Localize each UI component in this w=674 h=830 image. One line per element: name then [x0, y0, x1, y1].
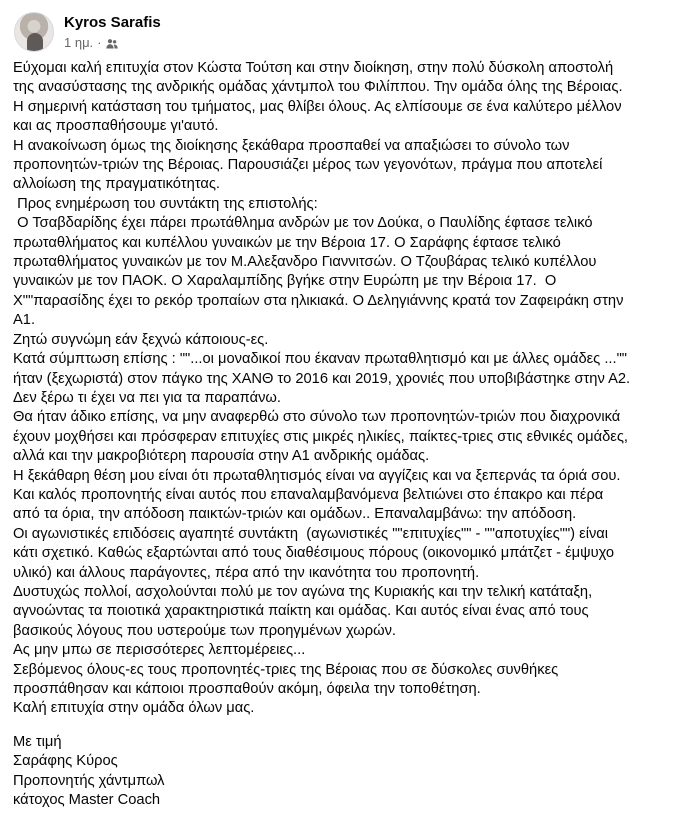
post-line: Ας μην μπω σε περισσότερες λεπτομέρειες...	[13, 642, 306, 659]
post-header	[14, 10, 161, 54]
post-line: Κατά σύμπτωση επίσης : ""...οι μοναδικοί που έκαναν πρωταθλητισμό και με άλλες ομάδες ...""	[13, 351, 627, 368]
post-line: Θα ήταν άδικο επίσης, να μην αναφερθώ στο σύνολο των προπονητών-τριών που διαχρονικά	[13, 409, 621, 426]
post-line: Η σημερινή κατάσταση του τμήματος, μας θλίβει όλους. Ας ελπίσουμε σε ένα καλύτερο μέλλον	[13, 98, 622, 115]
post-line: αγνοώντας τα ποιοτικά χαρακτηριστικά παίκτη και ομάδας. Και αυτός είναι ένας από τους	[13, 603, 589, 620]
post-line: της ανασύστασης της ανδρικής ομάδας χάντμπολ του Φιλίππου. Την ομάδα όλης της Βέροιας.	[13, 79, 623, 96]
post-line: Εύχομαι καλή επιτυχία στον Κώστα Τούτση και στην διοίκηση, στην πολύ δύσκολη αποστολή	[13, 60, 614, 76]
signature-line: κάτοχος Master Coach	[13, 792, 161, 809]
post-time[interactable]: 1 ημ.	[64, 35, 94, 50]
post-line: προπονητών-τριών της Βέροιας. Παρουσιάζει μέρος των γεγονότων, πράγμα που αποτελεί	[13, 157, 603, 174]
post-line: Η ανακοίνωση όμως της διοίκησης ξεκάθαρα προσπαθεί να απαξιώσει το σύνολο των	[13, 137, 570, 154]
post-line: υλικό) και άλλους παράγοντες, πέρα από την ικανότητα του προπονητή.	[13, 564, 480, 581]
separator-dot: ·	[97, 35, 102, 50]
signature-line: Προπονητής χάντμπωλ	[13, 772, 165, 789]
friends-icon[interactable]	[106, 37, 118, 49]
post-line: Καλή επιτυχία στην ομάδα όλων μας.	[13, 700, 255, 717]
post-line: ήταν (ξεχωριστά) στον πάγκο της ΧΑΝΘ το 2016 και 2019, χρονιές που υποβιβάστηκε στην Α2.	[13, 370, 631, 387]
post-line: γυναικών με τον ΠΑΟΚ. Ο Χαραλαμπίδης βγήκε στην Ευρώπη με την Βέροια 17. Ο	[13, 273, 557, 290]
post-line: πρωταθλήματος γυναικών με τον Μ.Αλεξανδρο Γιαννιτσών. Ο Τζουβάρας τελικό κυπέλλου	[13, 254, 597, 271]
post-line: Α1.	[13, 312, 36, 329]
post-subline	[64, 34, 161, 51]
post-paragraphs	[13, 59, 663, 719]
signature-line: Με τιμή	[13, 733, 62, 750]
post-line: κάτι σχετικό. Καθώς εξαρτώνται από τους διαθέσιμους πόρους (οικονομικό μπάτζετ - έμψυχο	[13, 545, 615, 562]
post-line: προσπάθησαν και κάποιοι προσπαθούν ακόμη, όφειλα την τοποθέτηση.	[13, 681, 481, 697]
post-line: από τα όρια, την απόδοση παικτών-τριών και ομάδων.. Επαναλαμβάνω: την απόδοση.	[13, 506, 577, 523]
author-name[interactable]: Kyros Sarafis	[64, 14, 161, 31]
post-line: Χ""παρασίδης έχει το ρεκόρ τροπαίων στα ηλικιακά. Ο Δεληγιάννης κρατά τον Ζαφειράκη στην	[13, 292, 624, 309]
post-line: Ο Τσαβδαρίδης έχει πάρει πρωτάθλημα ανδρών με τον Δούκα, ο Παυλίδης έφτασε τελικό	[13, 215, 593, 232]
spacer	[13, 719, 663, 733]
post-signature	[13, 733, 663, 811]
post-line: Οι αγωνιστικές επιδόσεις αγαπητέ συντάκτη (αγωνιστικές ""επιτυχίες"" - ""αποτυχίες"") είναι	[13, 525, 609, 542]
post-line: Δεν ξέρω τι έχει να πει για τα παραπάνω.	[13, 389, 281, 406]
post-line: και ας προσπαθήσουμε γι'αυτό.	[13, 118, 219, 135]
signature-line: Σαράφης Κύρος	[13, 753, 118, 770]
post-meta	[64, 13, 161, 51]
post-line: βασικούς λόγους που υστερούμε των προηγμένων χωρών.	[13, 622, 397, 639]
post-line: έχουν μοχθήσει και πρόσφεραν επιτυχίες στις μικρές ηλικίες, παίκτες-τριες στις εθνικές ομάδες,	[13, 428, 628, 445]
post-line: αλλοίωση της πραγματικότητας.	[13, 176, 220, 193]
post-line: Και καλός προπονητής είναι αυτός που επαναλαμβανόμενα βελτιώνει στο έπακρο και πέρα	[13, 486, 604, 503]
post-text	[13, 59, 663, 810]
post-line: Ζητώ συγνώμη εάν ξεχνώ κάποιους-ες.	[13, 331, 269, 348]
avatar[interactable]	[14, 12, 54, 52]
post-line: Σεβόμενος όλους-ες τους προπονητές-τριες της Βέροιας που σε δύσκολες συνθήκες	[13, 661, 559, 678]
post-line: Προς ενημέρωση του συντάκτη της επιστολής:	[13, 195, 318, 212]
post-line: πρωταθλήματος και κυπέλλου γυναικών με την Βέροια 17. Ο Σαράφης έφτασε τελικό	[13, 234, 561, 251]
post-line: Δυστυχώς πολλοί, ασχολούνται πολύ με τον αγώνα της Κυριακής και την τελική κατάταξη,	[13, 583, 593, 600]
post-line: αλλά και την μακροβιότερη παρουσία στην Α1 ανδρικής ομάδας.	[13, 448, 430, 465]
post-line: Η ξεκάθαρη θέση μου είναι ότι πρωταθλητισμός είναι να αγγίζεις και να ξεπερνάς τα όριά σου.	[13, 467, 621, 484]
